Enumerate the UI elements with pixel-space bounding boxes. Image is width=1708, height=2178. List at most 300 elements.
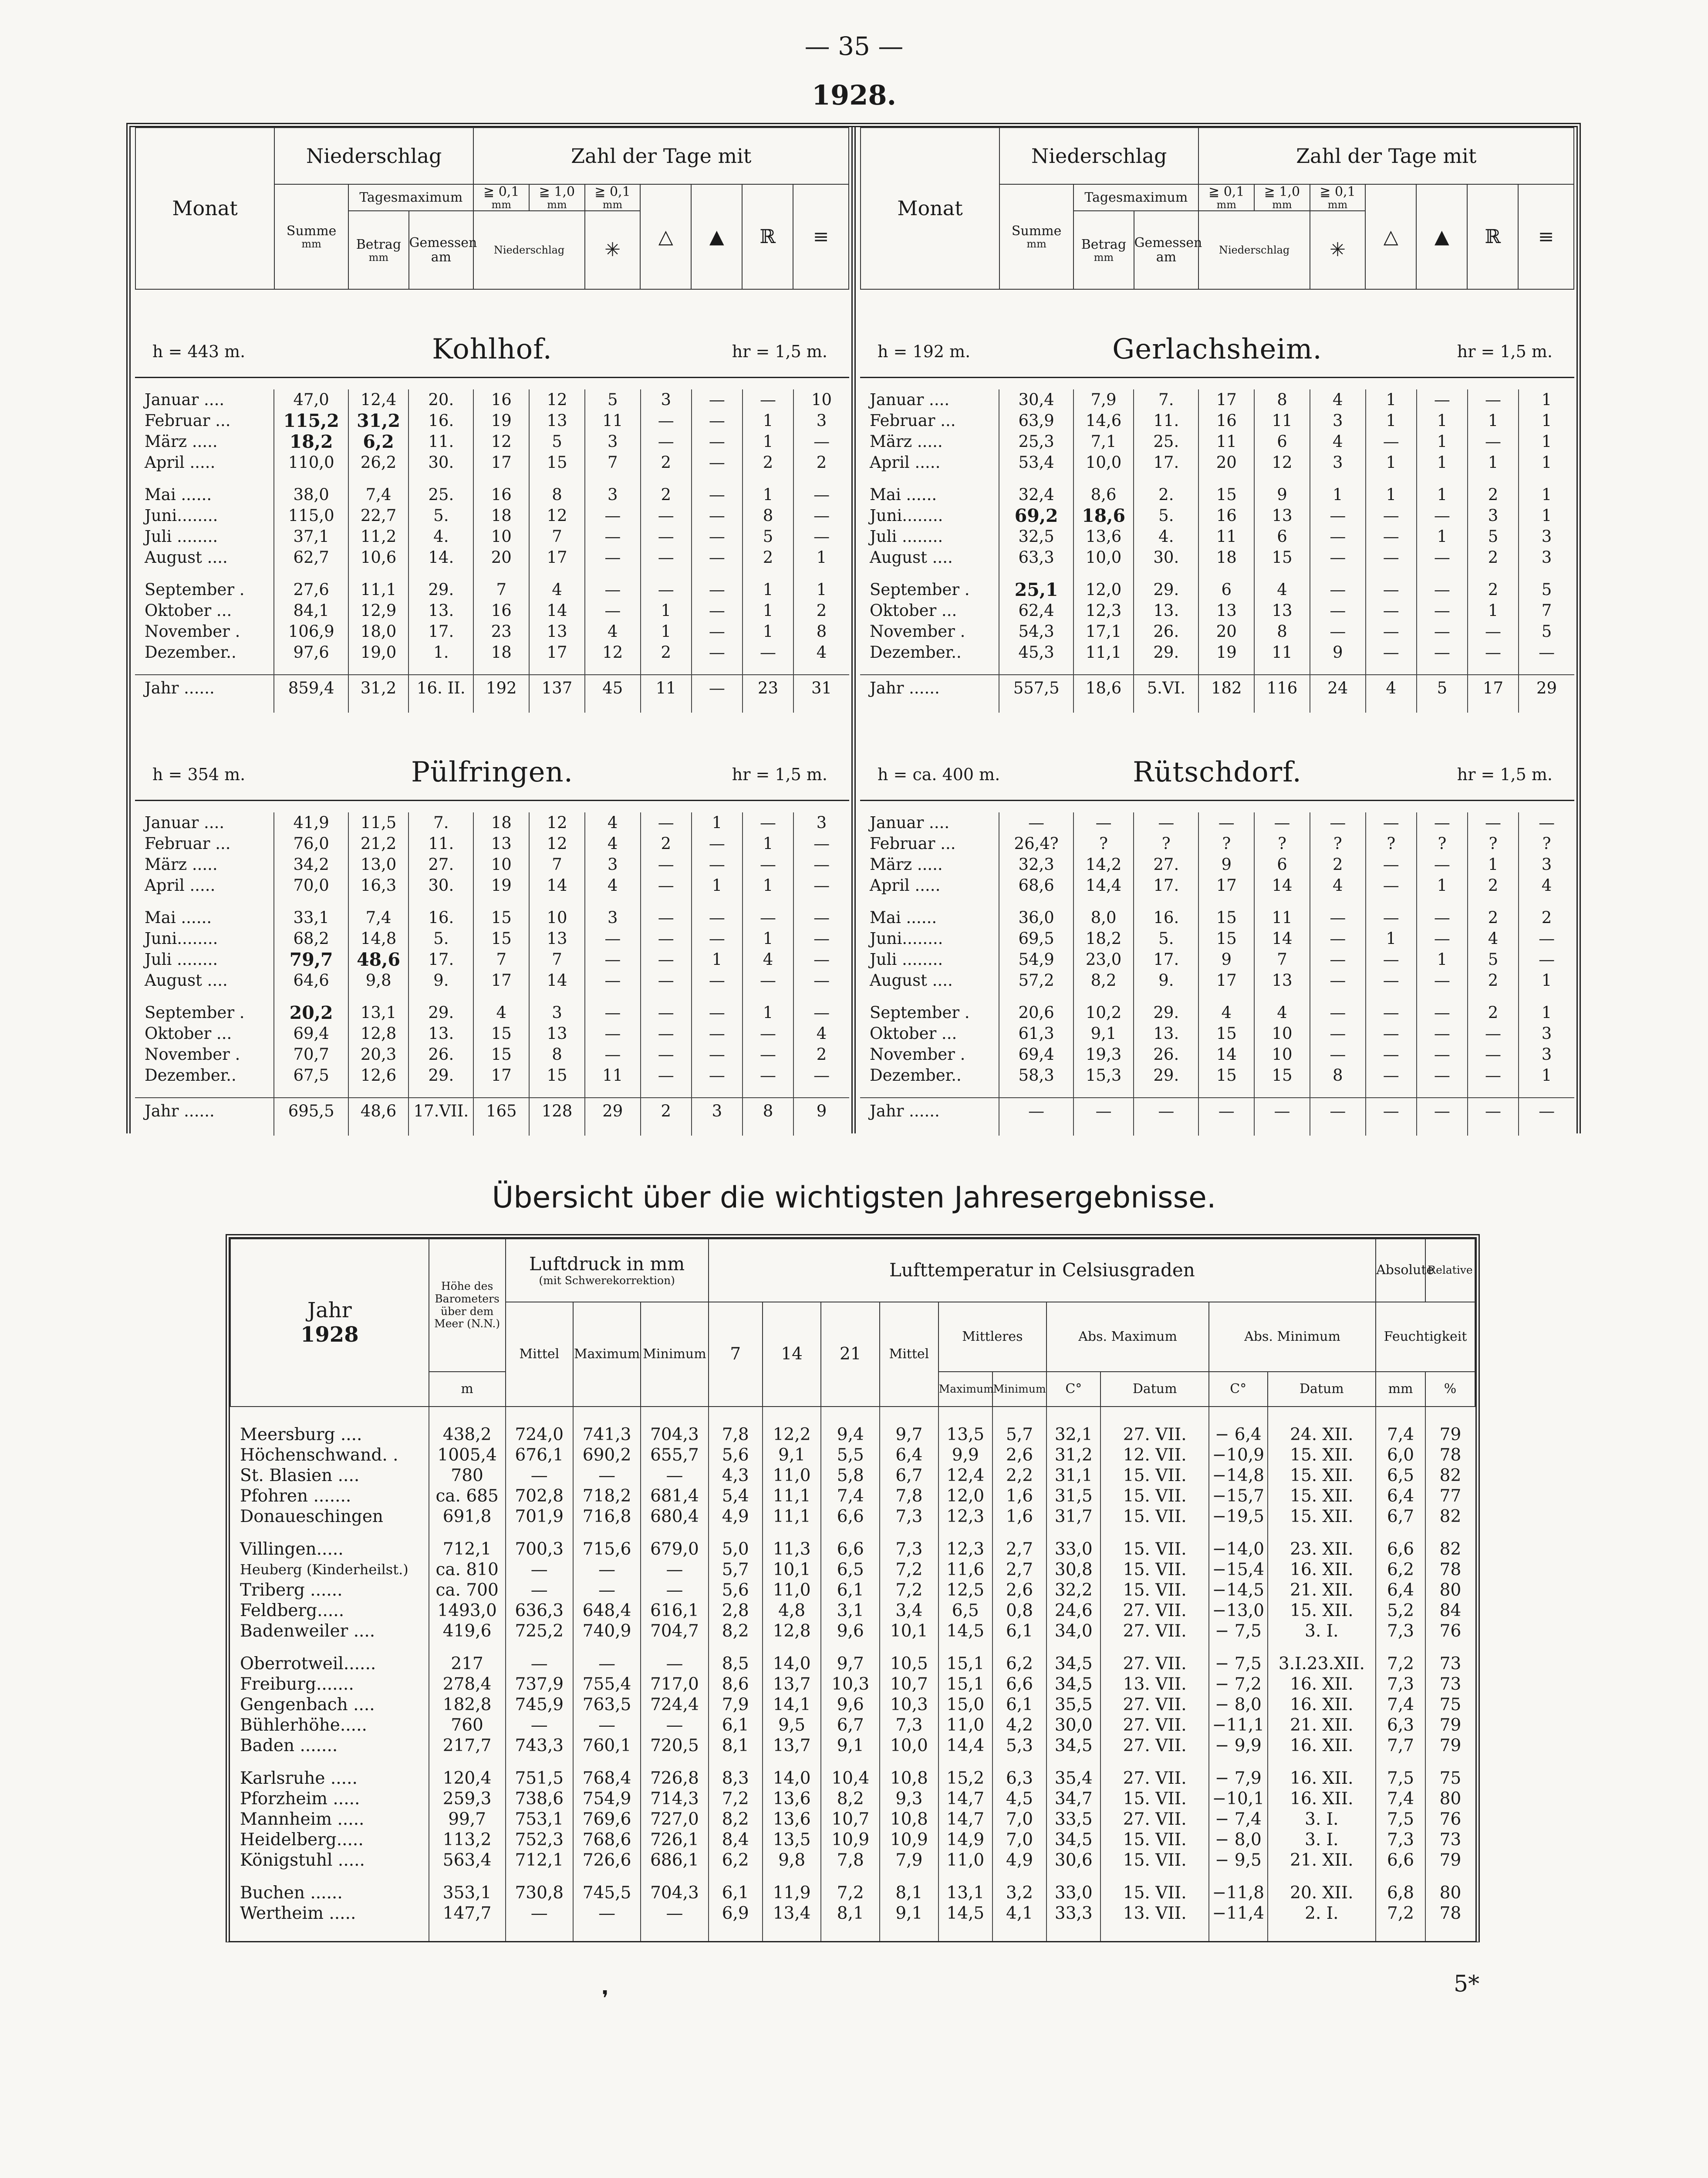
data-cell: — (1519, 928, 1574, 949)
data-cell: 4 (585, 621, 641, 642)
table-row (860, 1002, 1574, 1023)
year-cell: — (1468, 1098, 1519, 1124)
year-cell: 116 (1254, 675, 1310, 701)
data-cell: — (1310, 812, 1366, 833)
data-cell: 6 (1254, 854, 1310, 875)
data-cell: 30,4 (999, 389, 1073, 410)
data-cell: 32,5 (999, 526, 1073, 547)
year-heading: 1928. (811, 79, 897, 111)
table-row (860, 928, 1574, 949)
data-cell: 29. (1134, 642, 1198, 663)
data-cell: 57,2 (999, 970, 1073, 991)
data-cell: 1,6 (992, 1506, 1046, 1527)
data-cell: ? (1198, 833, 1254, 854)
data-cell: 11,0 (938, 1850, 992, 1870)
data-cell: 17. (408, 949, 473, 970)
summary-table-frame (226, 1234, 1480, 1942)
triangle-open-icon: △ (640, 184, 691, 289)
data-cell: 12,4 (938, 1465, 992, 1486)
data-cell: 636,3 (506, 1600, 573, 1621)
header-jahr: Jahr 1928 (230, 1239, 429, 1407)
data-cell: 704,3 (641, 1883, 708, 1903)
header-c-max: C° (1046, 1372, 1100, 1407)
table-row (135, 642, 849, 663)
data-cell: 15 (529, 1065, 585, 1086)
data-cell: — (641, 854, 692, 875)
data-cell: — (1366, 579, 1417, 600)
data-cell: 6,5 (938, 1600, 992, 1621)
station-height: h = 192 m. (878, 342, 971, 362)
data-cell: 15. VII. (1100, 1883, 1209, 1903)
snow-icon: ✳ (1310, 211, 1366, 289)
year-cell: 5.VI. (1134, 675, 1198, 701)
data-cell: 11 (585, 410, 641, 431)
data-cell: 7,0 (992, 1809, 1046, 1830)
data-cell: 14,4 (1073, 875, 1134, 896)
data-cell: 5 (743, 526, 793, 547)
data-cell: 7,2 (880, 1559, 938, 1580)
station-name: Pforzheim ..... (240, 1789, 360, 1809)
data-cell: 17. (408, 621, 473, 642)
data-cell: — (692, 526, 743, 547)
data-cell: 8,4 (709, 1830, 763, 1850)
data-cell: 30,8 (1046, 1559, 1100, 1580)
data-cell: 26. (408, 1044, 473, 1065)
data-cell: 13,6 (1073, 526, 1134, 547)
data-cell: 14,7 (938, 1809, 992, 1830)
data-cell: 11,6 (938, 1559, 992, 1580)
data-cell: 10,1 (763, 1559, 821, 1580)
data-cell: — (793, 431, 849, 452)
data-cell: — (743, 642, 793, 663)
data-cell: 700,3 (506, 1539, 573, 1559)
data-cell: 11,2 (348, 526, 408, 547)
data-cell: — (692, 833, 743, 854)
data-cell: 1 (1468, 600, 1519, 621)
data-cell: 8 (1254, 621, 1310, 642)
station-name: Pfohren ....... (240, 1486, 351, 1506)
header-gemessen-am: Gemessen am (409, 211, 474, 289)
data-cell: 1 (743, 484, 793, 505)
data-cell: 115,2 (274, 410, 348, 431)
year-cell: 557,5 (999, 675, 1073, 701)
data-cell: 1 (1519, 484, 1574, 505)
data-cell: — (506, 1559, 573, 1580)
data-cell: — (1310, 547, 1366, 568)
station-block (135, 290, 849, 713)
station-name: Heuberg (Kinderheilst.) (240, 1561, 408, 1578)
data-cell: — (585, 600, 641, 621)
data-cell: 38,0 (274, 484, 348, 505)
table-row (860, 875, 1574, 896)
table-row (860, 1023, 1574, 1044)
data-cell: 27. (1134, 854, 1198, 875)
data-cell: — (692, 410, 743, 431)
data-cell: 10 (529, 907, 585, 928)
data-cell: 6,8 (1376, 1883, 1425, 1903)
data-cell: — (1310, 1002, 1366, 1023)
data-cell: 10 (473, 854, 529, 875)
header-ge-01: ≧ 0,1 mm (473, 184, 529, 211)
data-cell: 1 (1519, 410, 1574, 431)
data-cell: ? (1254, 833, 1310, 854)
data-cell: 7. (408, 812, 473, 833)
year-cell: 695,5 (274, 1098, 348, 1124)
data-cell: 3 (1310, 452, 1366, 473)
data-cell: 34,5 (1046, 1735, 1100, 1756)
data-cell: 3 (585, 854, 641, 875)
data-cell: 14 (1254, 928, 1310, 949)
data-cell: 5. (1134, 505, 1198, 526)
data-cell: 27. VII. (1100, 1694, 1209, 1715)
data-cell: 7,2 (709, 1789, 763, 1809)
snow-icon: ✳ (585, 211, 641, 289)
data-cell: 15. VII. (1100, 1506, 1209, 1527)
data-cell: 2,7 (992, 1559, 1046, 1580)
table-row (860, 833, 1574, 854)
data-cell: 15. VII. (1100, 1465, 1209, 1486)
data-cell: 725,2 (506, 1621, 573, 1641)
year-cell: 18,6 (1073, 675, 1134, 701)
data-cell: — (1417, 854, 1468, 875)
data-cell: 80 (1425, 1789, 1475, 1809)
data-cell: 12,0 (938, 1486, 992, 1506)
data-cell: 4 (1254, 579, 1310, 600)
header-monat: Monat (861, 128, 999, 289)
data-cell: 3 (1519, 526, 1574, 547)
header-t7: 7 (709, 1302, 763, 1407)
data-cell: 15 (473, 907, 529, 928)
data-cell: 738,6 (506, 1789, 573, 1809)
data-cell: 17. (1134, 875, 1198, 896)
station-hr: hr = 1,5 m. (732, 342, 827, 362)
data-cell: 30,6 (1046, 1850, 1100, 1870)
data-cell: — (1519, 949, 1574, 970)
data-cell: 69,5 (999, 928, 1073, 949)
data-cell: — (1366, 600, 1417, 621)
data-cell: 1 (692, 875, 743, 896)
table-row (135, 505, 849, 526)
data-cell: 6,7 (821, 1715, 880, 1735)
month-label: August .... (145, 971, 228, 990)
data-cell: — (1468, 431, 1519, 452)
data-cell: 14,5 (938, 1621, 992, 1641)
data-cell: — (585, 970, 641, 991)
table-row (230, 1830, 1475, 1850)
data-cell: 18,2 (1073, 928, 1134, 949)
data-cell: 36,0 (999, 907, 1073, 928)
data-cell: 23. XII. (1268, 1539, 1376, 1559)
data-cell: 5,0 (709, 1539, 763, 1559)
data-cell: — (692, 1002, 743, 1023)
data-cell: 2 (1468, 579, 1519, 600)
header-luftdruck: Luftdruck in mm (mit Schwerekorrektion) (506, 1239, 709, 1302)
table-row (860, 579, 1574, 600)
data-cell: 6,1 (992, 1694, 1046, 1715)
data-cell: 8,1 (709, 1735, 763, 1756)
data-cell: 726,8 (641, 1768, 708, 1789)
data-cell: 2 (793, 452, 849, 473)
data-cell: 7,2 (1376, 1903, 1425, 1924)
data-cell: 4 (1310, 389, 1366, 410)
data-cell: 15. VII. (1100, 1850, 1209, 1870)
data-cell: 17. (1134, 949, 1198, 970)
data-cell: 10,0 (1073, 452, 1134, 473)
data-cell: 712,1 (429, 1539, 506, 1559)
month-label: Dezember.. (145, 643, 236, 662)
table-row (230, 1506, 1475, 1527)
data-cell: 6,4 (1376, 1580, 1425, 1600)
data-cell: 1 (743, 600, 793, 621)
month-label: Januar .... (870, 390, 950, 409)
table-row (860, 547, 1574, 568)
data-cell: 691,8 (429, 1506, 506, 1527)
data-cell: — (573, 1654, 641, 1674)
data-cell: 7,9 (709, 1694, 763, 1715)
data-cell: 12,9 (348, 600, 408, 621)
table-row (230, 1445, 1475, 1465)
data-cell: 84,1 (274, 600, 348, 621)
table-row (135, 484, 849, 505)
data-cell: 30. (1134, 547, 1198, 568)
data-cell: ? (1366, 833, 1417, 854)
data-cell: 5,7 (709, 1559, 763, 1580)
data-cell: 12,2 (763, 1424, 821, 1445)
data-cell: 11,1 (763, 1506, 821, 1527)
data-cell: 12 (529, 505, 585, 526)
month-label: Oktober ... (870, 601, 957, 620)
month-label: November . (145, 1045, 240, 1064)
data-cell: 9,5 (763, 1715, 821, 1735)
data-cell: 726,1 (641, 1830, 708, 1850)
data-cell: 106,9 (274, 621, 348, 642)
data-cell: 718,2 (573, 1486, 641, 1506)
data-cell: 4 (1519, 875, 1574, 896)
data-cell: — (1310, 1044, 1366, 1065)
data-cell: 30. (408, 452, 473, 473)
data-cell: 754,9 (573, 1789, 641, 1809)
data-cell: 724,0 (506, 1424, 573, 1445)
data-cell: 16. XII. (1268, 1694, 1376, 1715)
data-cell: 7,8 (880, 1486, 938, 1506)
data-cell: 740,9 (573, 1621, 641, 1641)
data-cell: 82 (1425, 1465, 1475, 1486)
year-cell: — (692, 675, 743, 701)
year-label: Jahr ...... (135, 1098, 274, 1124)
data-cell: 1 (1519, 1065, 1574, 1086)
header-summe: Summe mm (999, 184, 1073, 289)
data-cell: 8,1 (821, 1903, 880, 1924)
data-cell: 353,1 (429, 1883, 506, 1903)
data-cell: 0,8 (992, 1600, 1046, 1621)
data-cell: — (1310, 579, 1366, 600)
data-cell: 29. (1134, 579, 1198, 600)
data-cell: 19 (473, 875, 529, 896)
data-cell: 16 (1198, 410, 1254, 431)
data-cell: 18 (473, 642, 529, 663)
month-label: August .... (870, 971, 953, 990)
data-cell: 1 (1468, 452, 1519, 473)
data-cell: — (573, 1580, 641, 1600)
data-cell: 4,9 (992, 1850, 1046, 1870)
data-cell: 8 (529, 1044, 585, 1065)
data-cell: 20 (473, 547, 529, 568)
data-cell: 15 (473, 928, 529, 949)
data-cell: 9,6 (821, 1694, 880, 1715)
data-cell: — (641, 1559, 708, 1580)
data-cell: 1 (1366, 928, 1417, 949)
data-cell: 9,6 (821, 1621, 880, 1641)
data-cell: — (1310, 928, 1366, 949)
data-cell: 4,8 (763, 1600, 821, 1621)
data-cell: 9,8 (763, 1850, 821, 1870)
data-cell: 78 (1425, 1903, 1475, 1924)
data-cell: — (1417, 579, 1468, 600)
data-cell: 6,5 (821, 1559, 880, 1580)
data-cell: — (1417, 1002, 1468, 1023)
station-hr: hr = 1,5 m. (1457, 765, 1553, 785)
data-cell: 29. (1134, 1002, 1198, 1023)
data-cell: 717,0 (641, 1674, 708, 1694)
data-cell: 11 (1254, 410, 1310, 431)
month-label: März ..... (870, 432, 943, 451)
data-cell: 18 (1198, 547, 1254, 568)
data-cell: 16 (473, 600, 529, 621)
data-cell: 21. XII. (1268, 1850, 1376, 1870)
summary-title: Übersicht über die wichtigsten Jahresergebnisse. (492, 1180, 1216, 1215)
data-cell: −11,4 (1209, 1903, 1268, 1924)
data-cell: 12,0 (1073, 579, 1134, 600)
data-cell: 2,6 (992, 1580, 1046, 1600)
data-cell: — (1417, 600, 1468, 621)
table-row (860, 526, 1574, 547)
data-cell: 7,0 (992, 1830, 1046, 1850)
month-label: April ..... (870, 876, 941, 895)
data-cell: 76 (1425, 1621, 1475, 1641)
data-cell: 4 (585, 875, 641, 896)
data-cell: 217,7 (429, 1735, 506, 1756)
data-cell: — (1310, 600, 1366, 621)
month-label: Februar ... (145, 411, 231, 430)
data-cell: 11,1 (348, 579, 408, 600)
data-cell: 14,9 (938, 1830, 992, 1850)
month-label: Juni........ (145, 506, 218, 525)
data-cell: — (793, 1065, 849, 1086)
data-cell: 68,2 (274, 928, 348, 949)
data-cell: 760 (429, 1715, 506, 1735)
data-cell: 32,1 (1046, 1424, 1100, 1445)
year-cell: 31 (793, 675, 849, 701)
data-cell: — (585, 526, 641, 547)
data-cell: 2 (1468, 907, 1519, 928)
data-cell: 6,4 (880, 1445, 938, 1465)
data-cell: — (641, 579, 692, 600)
data-cell: 18,6 (1073, 505, 1134, 526)
data-cell: 29. (1134, 1065, 1198, 1086)
data-cell: — (692, 928, 743, 949)
data-cell: − 7,4 (1209, 1809, 1268, 1830)
data-cell: 15. VII. (1100, 1830, 1209, 1850)
data-cell: 11,5 (348, 812, 408, 833)
header-gemessen-am: Gemessen am (1134, 211, 1199, 289)
data-cell: 24. XII. (1268, 1424, 1376, 1445)
year-cell: 29 (1519, 675, 1574, 701)
month-label: Februar ... (145, 834, 231, 853)
data-cell: 17 (473, 1065, 529, 1086)
data-cell: 9 (1198, 854, 1254, 875)
data-cell: 10,0 (880, 1735, 938, 1756)
data-cell: 13 (1254, 600, 1310, 621)
data-cell: 1 (1417, 431, 1468, 452)
data-cell: — (1366, 621, 1417, 642)
data-cell: −15,7 (1209, 1486, 1268, 1506)
data-cell: 727,0 (641, 1809, 708, 1830)
data-cell: 7,4 (1376, 1694, 1425, 1715)
data-cell: — (641, 1715, 708, 1735)
header-zahl-der-tage: Zahl der Tage mit (473, 128, 849, 184)
data-cell: 6,1 (709, 1715, 763, 1735)
station-name: Karlsruhe ..... (240, 1769, 358, 1788)
month-label: Juni........ (870, 506, 943, 525)
data-cell: 3,1 (821, 1600, 880, 1621)
data-cell: 30,0 (1046, 1715, 1100, 1735)
data-cell: 14 (529, 875, 585, 896)
data-cell: 8,5 (709, 1654, 763, 1674)
data-cell: 13,1 (348, 1002, 408, 1023)
data-cell: 69,4 (274, 1023, 348, 1044)
table-row (135, 431, 849, 452)
month-label: Oktober ... (145, 1024, 232, 1043)
data-cell: 760,1 (573, 1735, 641, 1756)
data-cell: 724,4 (641, 1694, 708, 1715)
data-cell: 19,0 (348, 642, 408, 663)
data-cell: 15 (529, 452, 585, 473)
right-panel (860, 127, 1574, 1133)
data-cell: — (692, 600, 743, 621)
data-cell: — (1417, 812, 1468, 833)
data-cell: 9,8 (348, 970, 408, 991)
data-cell: — (692, 547, 743, 568)
data-cell: 11 (1198, 431, 1254, 452)
data-cell: 34,7 (1046, 1789, 1100, 1809)
data-cell: — (1417, 389, 1468, 410)
year-cell: 192 (473, 675, 529, 701)
data-cell: 31,2 (1046, 1445, 1100, 1465)
year-label: Jahr ...... (860, 1098, 999, 1124)
header-mm: mm (1376, 1372, 1425, 1407)
data-cell: — (641, 526, 692, 547)
data-cell: 3 (641, 389, 692, 410)
data-cell: 2 (641, 642, 692, 663)
data-cell: 16. XII. (1268, 1768, 1376, 1789)
month-label: Mai ...... (870, 908, 937, 927)
header-hoehe: Höhe des Barometers über dem Meer (N.N.) (429, 1239, 506, 1372)
data-cell: 80 (1425, 1883, 1475, 1903)
data-cell: 15. VII. (1100, 1580, 1209, 1600)
station-name: Badenweiler .... (240, 1621, 375, 1641)
header-datum-max: Datum (1100, 1372, 1209, 1407)
year-cell: — (1366, 1098, 1417, 1124)
data-cell: — (1310, 907, 1366, 928)
data-cell: 690,2 (573, 1445, 641, 1465)
month-label: Mai ...... (145, 908, 212, 927)
data-cell: −15,4 (1209, 1559, 1268, 1580)
header-abs-maximum: Abs. Maximum (1046, 1302, 1209, 1372)
data-cell: — (793, 970, 849, 991)
data-cell: 6,2 (348, 431, 408, 452)
data-cell: 12 (529, 389, 585, 410)
data-cell: — (585, 1002, 641, 1023)
